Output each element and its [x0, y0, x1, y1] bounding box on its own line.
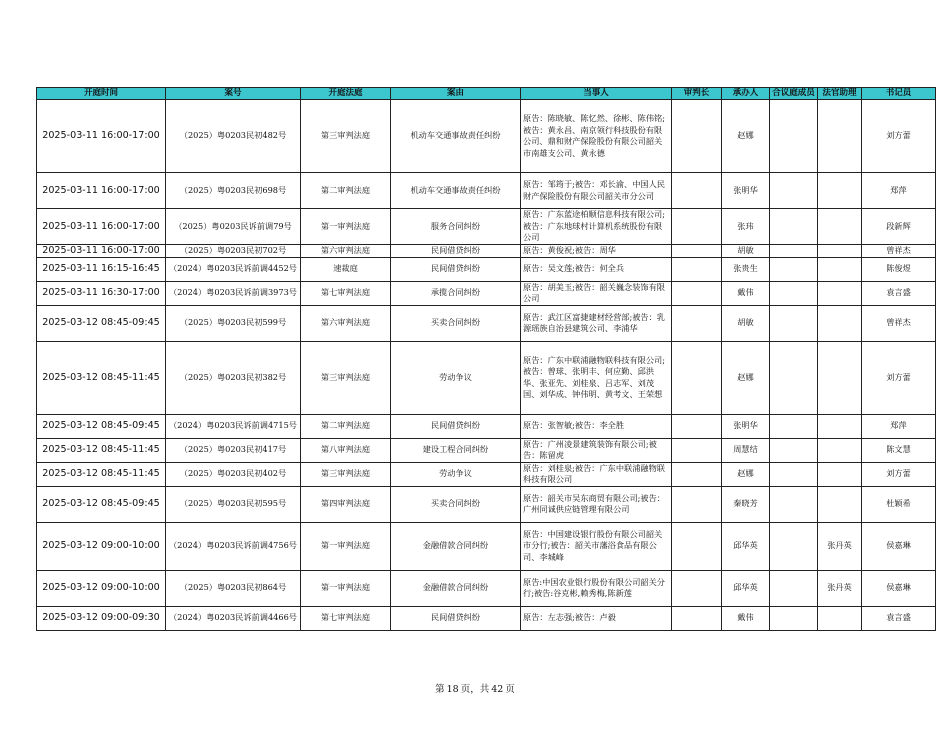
column-header-clerk: 书记员 [862, 88, 936, 100]
cell-panel-members [770, 245, 818, 258]
cell-handler: 邱华英 [722, 522, 770, 570]
cell-case-no: （2024）粤0203民诉前调4452号 [166, 257, 301, 281]
table-row [37, 281, 936, 305]
cell-presiding-judge [672, 341, 722, 414]
cell-time: 2025-03-12 08:45-11:45 [37, 438, 166, 462]
cell-judge-assistant [818, 100, 862, 173]
cell-parties: 原告：左志强;被告：卢毅 [521, 606, 672, 630]
cell-presiding-judge [672, 522, 722, 570]
cell-court: 第六审判法庭 [301, 305, 391, 341]
cell-court: 第三审判法庭 [301, 100, 391, 173]
cell-court: 第一审判法庭 [301, 522, 391, 570]
table-row [37, 606, 936, 630]
cell-court: 第七审判法庭 [301, 281, 391, 305]
cell-presiding-judge [672, 570, 722, 606]
cell-time: 2025-03-11 16:00-17:00 [37, 100, 166, 173]
cell-parties: 原告：黄俊祝;被告：周华 [521, 245, 672, 258]
cell-panel-members [770, 341, 818, 414]
cell-case-no: （2025）粤0203民初599号 [166, 305, 301, 341]
table-row [37, 414, 936, 438]
cell-case-no: （2025）粤0203民初702号 [166, 245, 301, 258]
cell-parties: 原告：邹筠于;被告：邓长渝、中国人民财产保险股份有限公司韶关市分公司 [521, 173, 672, 209]
cell-case-no: （2024）粤0203民诉前调4466号 [166, 606, 301, 630]
column-header-time: 开庭时间 [37, 88, 166, 100]
cell-time: 2025-03-11 16:00-17:00 [37, 245, 166, 258]
cell-clerk: 杜颖希 [862, 486, 936, 522]
cell-parties: 原告：广东蓝途柏顺信息科技有限公司;被告：广东地球村计算机系统股份有限公司 [521, 209, 672, 245]
cell-judge-assistant [818, 438, 862, 462]
page-footer [0, 681, 950, 695]
cell-clerk: 陈俊煜 [862, 257, 936, 281]
table-row [37, 462, 936, 486]
cell-court: 第四审判法庭 [301, 486, 391, 522]
cell-clerk: 郑萍 [862, 173, 936, 209]
cell-cause: 金融借款合同纠纷 [391, 570, 521, 606]
table-row [37, 209, 936, 245]
cell-time: 2025-03-12 09:00-10:00 [37, 522, 166, 570]
cell-case-no: （2025）粤0203民初402号 [166, 462, 301, 486]
cell-clerk: 刘方蕾 [862, 100, 936, 173]
cell-judge-assistant [818, 462, 862, 486]
cell-time: 2025-03-11 16:15-16:45 [37, 257, 166, 281]
cell-cause: 服务合同纠纷 [391, 209, 521, 245]
cell-panel-members [770, 486, 818, 522]
table-header-row [37, 88, 936, 100]
cell-presiding-judge [672, 173, 722, 209]
cell-time: 2025-03-12 08:45-09:45 [37, 486, 166, 522]
cell-court: 第二审判法庭 [301, 414, 391, 438]
column-header-handler: 承办人 [722, 88, 770, 100]
cell-cause: 民间借贷纠纷 [391, 245, 521, 258]
cell-parties: 原告：吴文莲;被告：何全兵 [521, 257, 672, 281]
column-header-presiding-judge: 审判长 [672, 88, 722, 100]
cell-court: 第一审判法庭 [301, 570, 391, 606]
cell-judge-assistant [818, 305, 862, 341]
table-row [37, 173, 936, 209]
cell-presiding-judge [672, 606, 722, 630]
cell-case-no: （2025）粤0203民初698号 [166, 173, 301, 209]
cell-cause: 机动车交通事故责任纠纷 [391, 100, 521, 173]
cell-cause: 买卖合同纠纷 [391, 486, 521, 522]
cell-panel-members [770, 438, 818, 462]
cell-case-no: （2025）粤0203民诉前调79号 [166, 209, 301, 245]
cell-handler: 赵娜 [722, 100, 770, 173]
cell-panel-members [770, 100, 818, 173]
cell-parties: 原告：武江区富捷建材经营部;被告：乳源瑶族自治县建筑公司、李浦华 [521, 305, 672, 341]
column-header-case-no: 案号 [166, 88, 301, 100]
cell-presiding-judge [672, 438, 722, 462]
cell-panel-members [770, 257, 818, 281]
column-header-judge-assistant: 法官助理 [818, 88, 862, 100]
cell-time: 2025-03-11 16:00-17:00 [37, 173, 166, 209]
cell-handler: 张明华 [722, 173, 770, 209]
cell-clerk: 袁言盛 [862, 606, 936, 630]
cell-case-no: （2025）粤0203民初382号 [166, 341, 301, 414]
cell-judge-assistant [818, 245, 862, 258]
column-header-cause: 案由 [391, 88, 521, 100]
cell-time: 2025-03-12 08:45-11:45 [37, 462, 166, 486]
cell-judge-assistant [818, 257, 862, 281]
cell-court: 第一审判法庭 [301, 209, 391, 245]
cell-clerk: 陈文慧 [862, 438, 936, 462]
table-row [37, 522, 936, 570]
cell-clerk: 侯嘉琳 [862, 522, 936, 570]
cell-case-no: （2024）粤0203民诉前调4756号 [166, 522, 301, 570]
cell-panel-members [770, 414, 818, 438]
cell-parties: 原告：中国建设银行股份有限公司韶关市分行;被告：韶关市藩浴食品有限公司、李城峰 [521, 522, 672, 570]
cell-time: 2025-03-12 08:45-09:45 [37, 305, 166, 341]
table-body [37, 100, 936, 631]
cell-case-no: （2025）粤0203民初595号 [166, 486, 301, 522]
cell-handler: 张玮 [722, 209, 770, 245]
cell-cause: 民间借贷纠纷 [391, 606, 521, 630]
cell-court: 第三审判法庭 [301, 462, 391, 486]
table-row [37, 305, 936, 341]
cell-handler: 赵娜 [722, 462, 770, 486]
cell-presiding-judge [672, 486, 722, 522]
cell-presiding-judge [672, 305, 722, 341]
cell-parties: 原告：张智敏;被告：李全胜 [521, 414, 672, 438]
cell-time: 2025-03-12 08:45-11:45 [37, 341, 166, 414]
cell-cause: 民间借贷纠纷 [391, 414, 521, 438]
cell-judge-assistant [818, 209, 862, 245]
footer-current-page: 18 [446, 684, 459, 695]
footer-total-pages: 42 [491, 684, 504, 695]
cell-judge-assistant [818, 414, 862, 438]
cell-cause: 买卖合同纠纷 [391, 305, 521, 341]
cell-judge-assistant [818, 281, 862, 305]
cell-court: 速裁庭 [301, 257, 391, 281]
column-header-parties: 当事人 [521, 88, 672, 100]
cell-panel-members [770, 570, 818, 606]
cell-handler: 张贵生 [722, 257, 770, 281]
cell-panel-members [770, 209, 818, 245]
cell-presiding-judge [672, 257, 722, 281]
cell-handler: 戴伟 [722, 281, 770, 305]
cell-parties: 原告：胡美玉;被告：韶关巍念装饰有限公司 [521, 281, 672, 305]
cell-panel-members [770, 305, 818, 341]
cell-cause: 承揽合同纠纷 [391, 281, 521, 305]
cell-panel-members [770, 281, 818, 305]
cell-presiding-judge [672, 209, 722, 245]
cell-handler: 胡敏 [722, 245, 770, 258]
table-row [37, 486, 936, 522]
cell-court: 第八审判法庭 [301, 438, 391, 462]
cell-judge-assistant [818, 173, 862, 209]
cell-judge-assistant: 张丹英 [818, 522, 862, 570]
cell-cause: 建设工程合同纠纷 [391, 438, 521, 462]
cell-handler: 周慧结 [722, 438, 770, 462]
cell-parties: 原告：陈晓敏、陈忆然、徐彬、陈伟铭;被告：黄永昌、南京领行科技股份有限公司、鼎和财产保险股份有限公司韶关市南雄支公司、黄永德 [521, 100, 672, 173]
cell-judge-assistant [818, 606, 862, 630]
cell-parties: 原告:中国农业银行股份有限公司韶关分行;被告:谷克彬,赖秀梅,陈新莲 [521, 570, 672, 606]
cell-clerk: 刘方蕾 [862, 462, 936, 486]
cell-cause: 机动车交通事故责任纠纷 [391, 173, 521, 209]
cell-clerk: 刘方蕾 [862, 341, 936, 414]
cell-time: 2025-03-12 09:00-09:30 [37, 606, 166, 630]
cell-parties: 原告：刘桂泉;被告：广东中联浦融物联科技有限公司 [521, 462, 672, 486]
cell-clerk: 侯嘉琳 [862, 570, 936, 606]
cell-presiding-judge [672, 100, 722, 173]
cell-parties: 原告：韶关市吴东商贸有限公司;被告：广州同诚供应链管理有限公司 [521, 486, 672, 522]
cell-presiding-judge [672, 245, 722, 258]
cell-clerk: 段新辉 [862, 209, 936, 245]
cell-handler: 邱华英 [722, 570, 770, 606]
cell-court: 第二审判法庭 [301, 173, 391, 209]
column-header-court: 开庭法庭 [301, 88, 391, 100]
footer-suffix: 页 [505, 684, 515, 695]
cell-court: 第六审判法庭 [301, 245, 391, 258]
cell-handler: 戴伟 [722, 606, 770, 630]
cell-panel-members [770, 606, 818, 630]
cell-court: 第三审判法庭 [301, 341, 391, 414]
cell-clerk: 袁言盛 [862, 281, 936, 305]
cell-presiding-judge [672, 462, 722, 486]
table-row [37, 245, 936, 258]
cell-judge-assistant [818, 341, 862, 414]
cell-time: 2025-03-11 16:00-17:00 [37, 209, 166, 245]
table-row [37, 257, 936, 281]
hearing-schedule-table [36, 87, 936, 631]
cell-presiding-judge [672, 281, 722, 305]
cell-presiding-judge [672, 414, 722, 438]
cell-clerk: 曾祥杰 [862, 245, 936, 258]
cell-handler: 张明华 [722, 414, 770, 438]
cell-parties: 原告：广州凌景建筑装饰有限公司;被告：陈留虎 [521, 438, 672, 462]
cell-case-no: （2024）粤0203民诉前调4715号 [166, 414, 301, 438]
cell-time: 2025-03-12 09:00-10:00 [37, 570, 166, 606]
cell-clerk: 曾祥杰 [862, 305, 936, 341]
table-row [37, 341, 936, 414]
cell-case-no: （2024）粤0203民诉前调3973号 [166, 281, 301, 305]
cell-panel-members [770, 522, 818, 570]
table-row [37, 438, 936, 462]
cell-handler: 胡敏 [722, 305, 770, 341]
table-row [37, 100, 936, 173]
cell-case-no: （2025）粤0203民初417号 [166, 438, 301, 462]
cell-cause: 劳动争议 [391, 462, 521, 486]
cell-judge-assistant: 张丹英 [818, 570, 862, 606]
cell-panel-members [770, 462, 818, 486]
cell-case-no: （2025）粤0203民初482号 [166, 100, 301, 173]
cell-cause: 金融借款合同纠纷 [391, 522, 521, 570]
cell-parties: 原告：广东中联浦融物联科技有限公司;被告：曾球、张明丰、何应勤、邱洪华、张亚先、刘桂泉、吕志军、刘茂国、刘华成、钟伟明、黄考文、王荣想 [521, 341, 672, 414]
footer-prefix: 第 [435, 684, 445, 695]
cell-panel-members [770, 173, 818, 209]
cell-case-no: （2025）粤0203民初864号 [166, 570, 301, 606]
column-header-panel-members: 合议庭成员 [770, 88, 818, 100]
cell-cause: 劳动争议 [391, 341, 521, 414]
cell-time: 2025-03-12 08:45-09:45 [37, 414, 166, 438]
cell-time: 2025-03-11 16:30-17:00 [37, 281, 166, 305]
cell-court: 第七审判法庭 [301, 606, 391, 630]
cell-handler: 秦晓芳 [722, 486, 770, 522]
footer-mid: 页，共 [460, 684, 490, 695]
table-row [37, 570, 936, 606]
cell-cause: 民间借贷纠纷 [391, 257, 521, 281]
cell-judge-assistant [818, 486, 862, 522]
cell-handler: 赵娜 [722, 341, 770, 414]
cell-clerk: 郑萍 [862, 414, 936, 438]
